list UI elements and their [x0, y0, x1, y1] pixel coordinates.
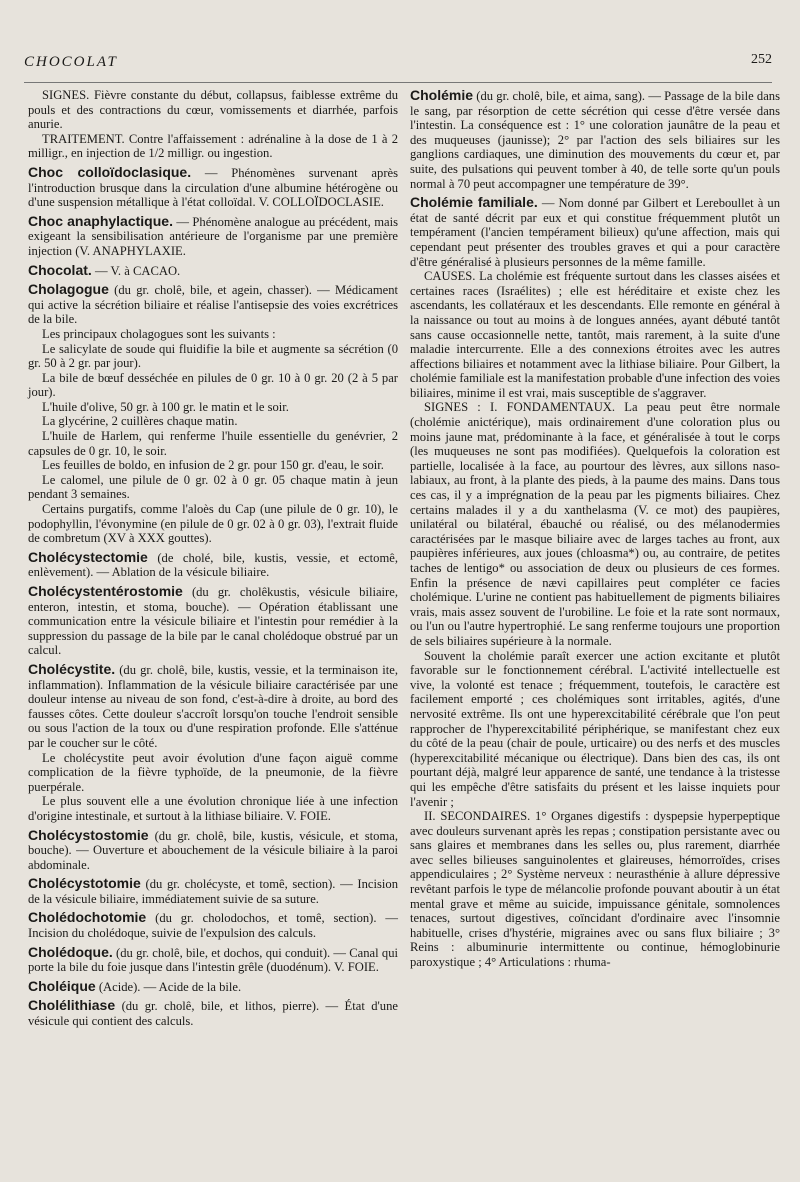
entry-paragraph	[28, 998, 398, 1028]
entry-headword: Cholécystotomie	[28, 875, 141, 892]
entry-paragraph	[28, 282, 398, 327]
entry-text: Les feuilles de boldo, en infusion de 2 gr. pour 150 gr. d'eau, le soir.	[42, 458, 384, 473]
entry-text: (de cholé, bile, kustis, vessie, et ectomê, enlèvement). — Ablation de la vésicule biliaire.	[28, 550, 398, 580]
page-number: 252	[751, 52, 772, 67]
running-head-title: CHOCOLAT	[24, 54, 118, 70]
entry-headword: Cholédoque.	[28, 943, 113, 960]
entry-paragraph	[28, 945, 398, 975]
dictionary-entry	[28, 998, 398, 1028]
entry-paragraph	[28, 979, 398, 995]
entry-paragraph	[28, 473, 398, 502]
entry-paragraph	[28, 828, 398, 873]
entry-text: La bile de bœuf desséchée en pilules de 0 gr. 10 à 0 gr. 20 (2 à 5 par jour).	[28, 370, 398, 400]
entry-text: Le salicylate de soude qui fluidifie la bile et augmente sa sécrétion (0 gr. 50 à 2 gr. par jour).	[28, 341, 398, 371]
entry-text: (du gr. cholodochos, et tomê, section). — Incision du cholédoque, suivie de l'expulsion des calculs.	[28, 911, 398, 941]
dictionary-entry	[28, 828, 398, 873]
dictionary-entry	[28, 165, 398, 210]
dictionary-entry	[28, 584, 398, 658]
entry-headword: Choc anaphylactique.	[28, 212, 173, 229]
dictionary-entry	[28, 88, 398, 161]
entry-text: (du gr. cholê, bile, et aima, sang). — Passage de la bile dans le sang, par résorption de cette sécrétion qui cesse d'être versée dans l'intestin. La conséquence est : 1° une coloration jaunâtre de la peau et des muqueuses (jaunisse); 2° par l'action des sels biliaires sur les ganglions cardiaques, une diminution des mouvements du cœur et, par suite, des pulsations qui peuvent tomber à 40, de telle sorte qu'un pouls normal à 70 peut accompagner une température de 39°.	[410, 89, 780, 191]
entry-paragraph	[28, 458, 398, 473]
entry-text: II. SECONDAIRES. 1° Organes digestifs : dyspepsie hyperpeptique avec douleurs survenant après les repas ; constipation persistante avec ou sans glaires et membranes dans les selles ou, plus rarement, diarrhée avec selles bilieuses sanguinolentes et glaireuses, hémorroïdes, crises appendiculaires ; 2° Système nerveux : neurasthénie à allure dépressive revêtant parfois le type de mélancolie profonde pouvant aboutir à un état mental grave et même au suicide, impuissance génitale, somnolences tenaces, surtout digestives, coïncidant d'ordinaire avec l'insomnie habituelle, crises d'hystérie, migraines avec ou sans flux biliaire ; 3° Reins : albuminurie intermittente ou continue, hémoglobinurie paroxystique ; 4° Articulations : rhuma-	[410, 809, 780, 970]
entry-paragraph	[28, 88, 398, 132]
entry-headword: Cholémie familiale.	[410, 194, 538, 211]
entry-text: (Acide). — Acide de la bile.	[98, 979, 242, 994]
dictionary-entry	[28, 876, 398, 906]
entry-paragraph	[410, 809, 780, 970]
entry-text: SIGNES : I. FONDAMENTAUX. La peau peut être normale (cholémie anictérique), mais ordinairement d'une coloration plus ou moins jaune mat, prédominante à la face, et généralisée à tout le corps (les muqueuses ne sont pas modifiées). Quelquefois la coloration est partielle, localisée à la face, au pourtour des lèvres, aux sillons naso-labiaux, au front, à la plante des pieds, à la paume des mains. Dans tous ces cas, il y a imprégnation de la peau par les pigments biliaires. Chez certains malades il y a du xanthelasma (V. ce mot) des paupières, unilatéral ou bilatéral, ébauché ou réalisé, ou des mélanodermies caractérisées par le masque biliaire avec de larges taches au front, aux paupières inférieures, aux joues (chloasma*) ou, au contraire, de petites taches de lentigo* ou association de deux ou plusieurs de ces formes. Enfin la présence de nævi capillaires peut compléter ce facies cholémique. L'urine ne contient pas habituellement de pigments biliaires vrais, mais assez souvent de l'urobiline. Le foie et la rate sont normaux, ou l'un ou l'autre hypertrophié. Le sang renferme toujours une proportion de sels biliaires supérieure à la normale.	[410, 400, 780, 648]
entry-paragraph	[28, 400, 398, 415]
entry-text: — V. à CACAO.	[94, 263, 181, 278]
entry-paragraph	[28, 214, 398, 259]
entry-headword: Choléique	[28, 977, 96, 994]
entry-text: (du gr. cholê, bile, et agein, chasser). — Médicament qui active la sécrétion biliaire et réalise l'antisepsie des voies excrétrices de la bile.	[28, 283, 398, 327]
entry-headword: Cholécystentérostomie	[28, 583, 183, 599]
entry-paragraph	[410, 649, 780, 810]
entry-paragraph	[28, 132, 398, 161]
entry-paragraph	[28, 876, 398, 906]
dictionary-entry	[28, 263, 398, 279]
entry-text: L'huile d'olive, 50 gr. à 100 gr. le matin et le soir.	[42, 399, 289, 414]
entry-text: Le calomel, une pilule de 0 gr. 02 à 0 gr. 05 chaque matin à jeun pendant 3 semaines.	[28, 472, 398, 502]
entry-paragraph	[28, 342, 398, 371]
entry-headword: Cholécystectomie	[28, 548, 148, 565]
dictionary-entry	[28, 214, 398, 259]
entry-paragraph	[410, 400, 780, 648]
entry-headword: Cholédochotomie	[28, 909, 147, 926]
entry-headword: Chocolat.	[28, 261, 92, 278]
entry-text: — Phénomènes survenant après l'introduction brusque dans la circulation d'une albumine hétérogène ou d'une suspension métallique à l'état colloïdal. V. COLLOÏDOCLASIE.	[28, 165, 399, 210]
entry-headword: Cholémie	[410, 87, 474, 103]
entry-text: — Nom donné par Gilbert et Lereboullet à un état de santé décrit par eux et qui constitue fréquemment plutôt un tempérament (l'ancien tempérament bilieux) qu'une affection, mais qui cependant peut présenter des troubles graves et qui a pour caractère d'être généralisé à plusieurs personnes de la même famille.	[410, 196, 780, 269]
dictionary-entry	[28, 910, 398, 940]
entry-headword: Choc colloïdoclasique.	[28, 163, 192, 180]
entry-headword: Cholagogue	[28, 281, 109, 298]
entry-paragraph	[28, 662, 398, 751]
entry-text: Souvent la cholémie paraît exercer une action excitante et plutôt favorable sur le fonctionnement cérébral. L'activité intellectuelle est vive, la volonté est tenace ; fréquemment, toutefois, le caractère est facilement emporté ; ces cholémiques sont irritables, agités, d'une nervosité extrême. Ils ont une hyperexcitabilité cérébrale que l'on peut rapprocher de l'hyperexcitabilité périphérique, se manifestant chez eux du côté de la peau (chair de poule, urticaire) ou des nerfs et des muscles (hyperexcitabilité mécanique ou électrique). Dans bien des cas, ils ont pourtant déjà, malgré leur apparence de santé, une tendance à la tristesse qui les empêche d'être satisfaits du présent et les laisse inquiets pour l'avenir ;	[410, 648, 780, 809]
entry-paragraph	[28, 327, 398, 342]
entry-text: L'huile de Harlem, qui renferme l'huile essentielle du genévrier, 2 capsules de 0 gr. 10, le soir.	[28, 429, 398, 458]
entry-text: TRAITEMENT. Contre l'affaissement : adrénaline à la dose de 1 à 2 milligr., en injection de 1/2 milligr. ou ingestion.	[28, 131, 398, 161]
entry-paragraph	[28, 502, 398, 546]
dictionary-entry	[28, 945, 398, 975]
entry-paragraph	[410, 269, 780, 400]
entry-text: (du gr. cholê, bile, kustis, vésicule, et stoma, bouche). — Ouverture et abouchement de la vésicule biliaire à la paroi abdominale.	[28, 828, 398, 872]
dictionary-entry	[410, 195, 780, 969]
entry-text: (du gr. cholécyste, et tomê, section). — Incision de la vésicule biliaire, immédiatement suivie de sa suture.	[28, 877, 398, 906]
entry-text: Les principaux cholagogues sont les suivants :	[42, 326, 276, 341]
dictionary-entry	[28, 979, 398, 995]
entry-paragraph	[28, 165, 398, 210]
entry-paragraph	[28, 414, 398, 429]
entry-text: La glycérine, 2 cuillères chaque matin.	[42, 414, 238, 429]
right-column	[410, 88, 780, 974]
entry-paragraph	[28, 429, 398, 458]
entry-headword: Cholécystostomie	[28, 826, 149, 843]
entry-paragraph	[28, 550, 398, 580]
entry-headword: Cholécystite.	[28, 660, 116, 677]
entry-paragraph	[28, 910, 398, 940]
entry-paragraph	[28, 584, 398, 658]
entry-paragraph	[28, 794, 398, 823]
entry-text: (du gr. cholê, bile, et lithos, pierre). — État d'une vésicule qui contient des calculs.	[28, 999, 398, 1029]
entry-text: SIGNES. Fièvre constante du début, collapsus, faiblesse extrême du pouls et des contractions du cœur, vomissements et diarrhée, parfois anurie.	[28, 88, 398, 132]
dictionary-entry	[28, 550, 398, 580]
entry-headword: Cholélithiase	[28, 997, 116, 1014]
left-column	[28, 88, 398, 1033]
entry-text: (du gr. cholêkustis, vésicule biliaire, enteron, intestin, et stoma, bouche). — Opération établissant une communication entre la vésicule biliaire et l'intestin pour remédier à la suppression du passage de la bile par le canal cholédoque obstrué par un calcul.	[28, 585, 398, 658]
running-header	[24, 52, 772, 83]
entry-paragraph	[28, 263, 398, 279]
dictionary-entry	[28, 662, 398, 824]
entry-text: Certains purgatifs, comme l'aloès du Cap (une pilule de 0 gr. 10), le podophyllin, l'évonymine (en pilule de 0 gr. 02 à 0 gr. 03), l'extrait fluide de combretum (XV à XXX gouttes).	[28, 502, 398, 546]
entry-text: Le cholécystite peut avoir évolution d'une façon aiguë comme complication de la fièvre typhoïde, de la pneumonie, de la fièvre puerpérale.	[28, 750, 398, 794]
entry-text: (du gr. cholê, bile, kustis, vessie, et la terminaison ite, inflammation). Inflammation de la vésicule biliaire caractérisée par une douleur intense au niveau de son fond, c'est-à-dire à droite, au bord des fausses côtes. Cette douleur s'accroît lorsqu'on touche l'endroit sensible ou sous l'action de la toux ou d'une respiration profonde. Elle s'atténue par le coucher sur le côté.	[28, 662, 398, 750]
entry-text: (du gr. cholê, bile, et dochos, qui conduit). — Canal qui porte la bile du foie jusque dans l'intestin grêle (duodénum). V. FOIE.	[28, 945, 398, 975]
entry-text: Le plus souvent elle a une évolution chronique liée à une infection d'origine intestinale, et surtout à la lithiase biliaire. V. FOIE.	[28, 794, 398, 823]
entry-paragraph	[28, 751, 398, 795]
entry-text: CAUSES. La cholémie est fréquente surtout dans les classes aisées et certaines races (Israélites) ; elle est héréditaire et existe chez les ascendants, les collatéraux et les descendants. Elle remonte en général à la naissance ou tout au moins à de longues années, ayant débuté tantôt sans cause occasionnelle nette, tantôt, mais rarement, à la suite d'une maladie intercurrente. Elle a des connexions étroites avec les autres affections biliaires et notamment avec la lithiase biliaire. Pour Gilbert, la cholémie familiale est la manifestation probable d'une infection des voies biliaires, minime il est vrai, mais susceptible de s'aggraver.	[410, 269, 780, 400]
entry-paragraph	[410, 195, 780, 269]
entry-text: — Phénomène analogue au précédent, mais exigeant la sensibilisation antérieure de l'organisme par une première injection (V. ANAPHYLAXIE.	[28, 214, 399, 258]
entry-paragraph	[410, 88, 780, 191]
dictionary-entry	[410, 88, 780, 191]
entry-paragraph	[28, 371, 398, 400]
dictionary-entry	[28, 282, 398, 546]
